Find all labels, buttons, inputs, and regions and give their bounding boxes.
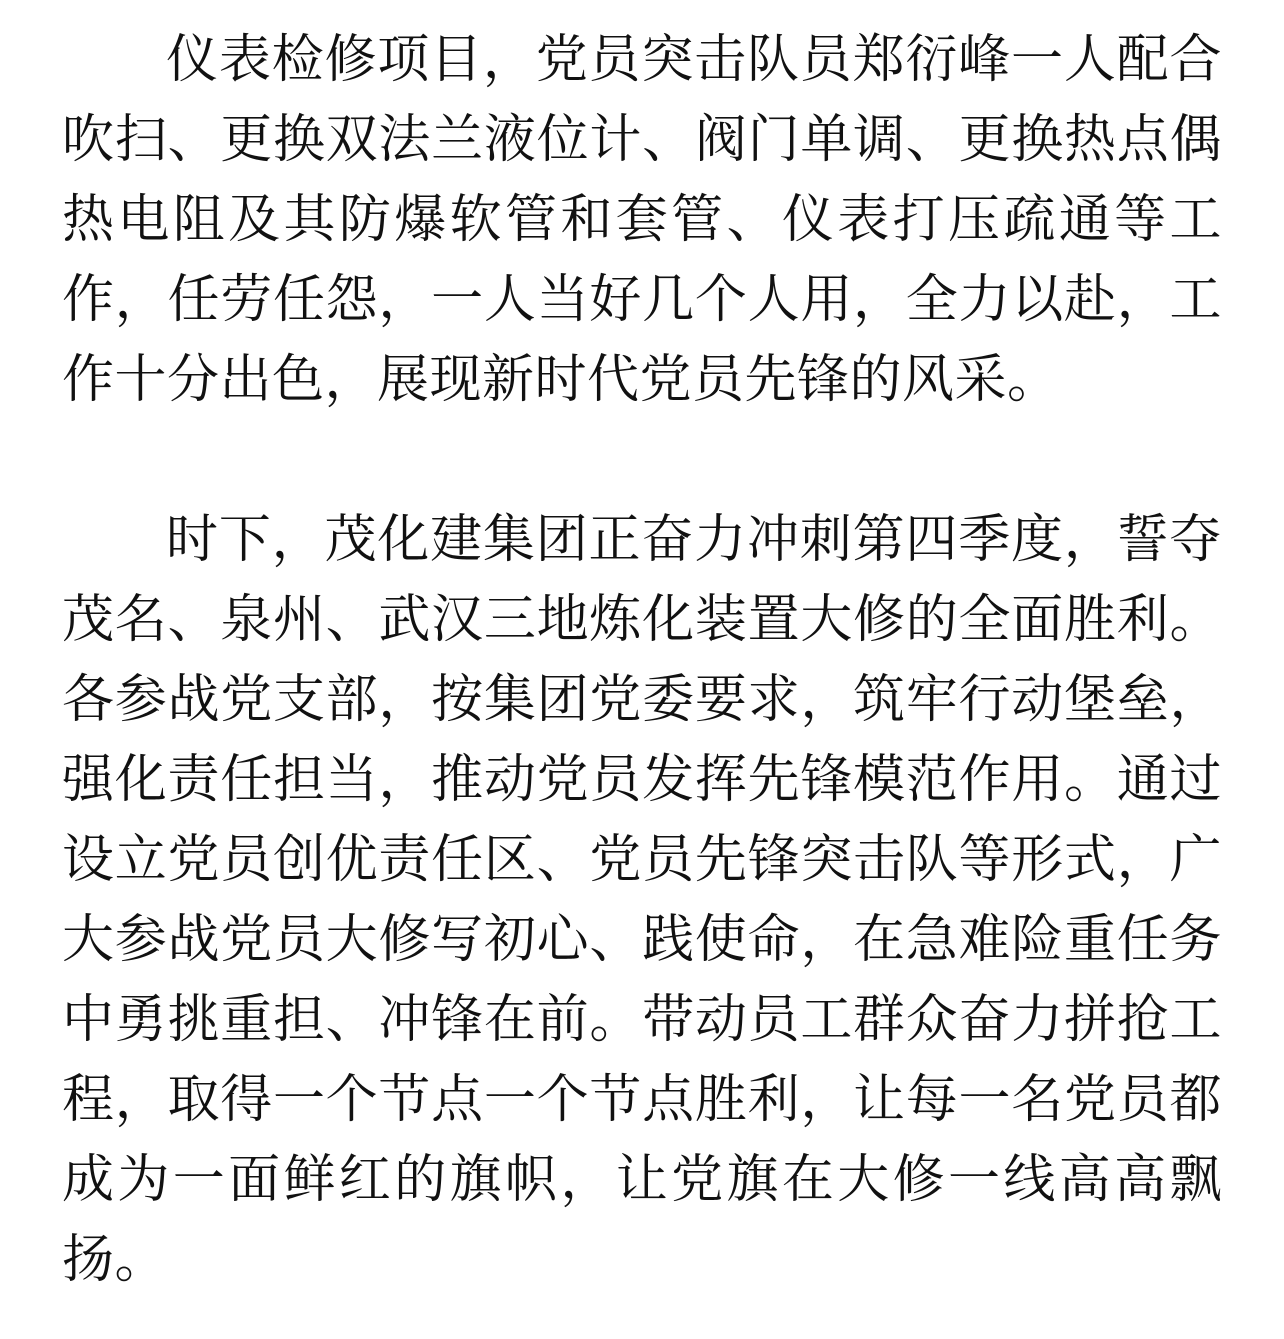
text-line: 作十分出色，展现新时代党员先锋的风采。	[62, 351, 1060, 409]
text-line: 热电阻及其防爆软管和套管、仪表打压疏通等工	[62, 191, 1222, 249]
text-line: 大参战党员大修写初心、践使命，在急难险重任务	[62, 911, 1222, 969]
text-line: 成为一面鲜红的旗帜，让党旗在大修一线高高飘	[62, 1151, 1222, 1209]
text-line: 设立党员创优责任区、党员先锋突击队等形式，广	[62, 831, 1222, 889]
text-line: 各参战党支部，按集团党委要求，筑牢行动堡垒，	[62, 671, 1222, 729]
paragraph-instrument-work	[62, 20, 1222, 420]
text-line: 强化责任担当，推动党员发挥先锋模范作用。通过	[62, 751, 1222, 809]
text-line: 时下，茂化建集团正奋力冲刺第四季度，誓夺	[166, 511, 1222, 569]
text-line: 仪表检修项目，党员突击队员郑衍峰一人配合	[166, 31, 1222, 89]
text-line: 吹扫、更换双法兰液位计、阀门单调、更换热点偶	[62, 111, 1222, 169]
text-line: 作，任劳任怨，一人当好几个人用，全力以赴，工	[62, 271, 1222, 329]
text-line: 中勇挑重担、冲锋在前。带动员工群众奋力拼抢工	[62, 991, 1222, 1049]
paragraph-q4-campaign	[62, 500, 1222, 1300]
text-line: 扬。	[62, 1231, 168, 1289]
text-line: 程，取得一个节点一个节点胜利，让每一名党员都	[62, 1071, 1222, 1129]
text-line: 茂名、泉州、武汉三地炼化装置大修的全面胜利。	[62, 591, 1222, 649]
